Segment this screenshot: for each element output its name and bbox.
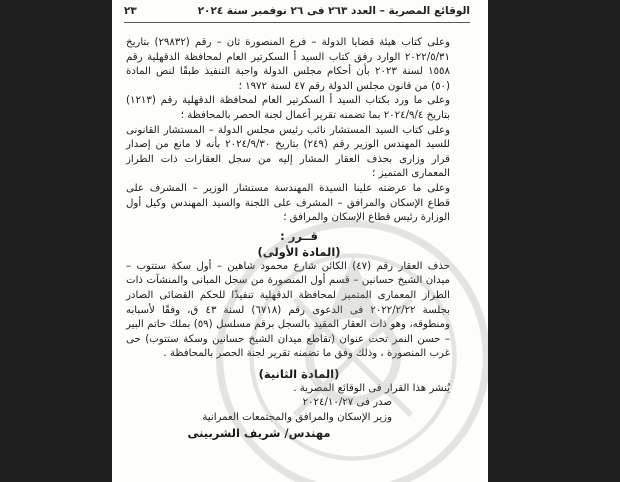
article-1-text: حذف العقار رقم (٤٧) الكائن شارع محمود شاهين – أول سكة ستتوب – ميدان الشيخ حسانين – قسم أول المنصورة من سجل المبانى والمنشآت ذات الطراز المعمارى المتميز لمحافظة الدقهلية تنفيذًا للحكم القضائى الصادر بجلسة ٢٠٢٢/٢/٢٢ فى الدعوى رقم (٦٧١٨) لسنة ٤٣ ق، وفقًا لأسبابه ومنطوقه، وهو ذات العقار المقيد بالسجل برقم مسلسل (٥٩) بملك حاتم البير – حسن النمر تحت عنوان (تقاطع ميدان الشيخ حسانين وسكة ستتوب) حى غرب المنصورة ، وذلك وفق ما تضمنه تقرير لجنة الحصر بالمحافظة . bbox=[126, 260, 451, 360]
minister-signature: مهندس/ شريف الشربينى bbox=[187, 425, 331, 440]
paragraph-preamble-2: وعلى ما ورد بكتاب السيد أ السكرتير العام لمحافظة الدقهلية رقم (١٢١٣) بتاريخ ٢٠٢٤/٩/٤ بما تضمنه تقرير أعمال لجنة الحصر بالمحافظة ؛ bbox=[126, 95, 450, 121]
article-2-text: يُنشر هذا القرار فى الوقائع المصرية . bbox=[293, 382, 450, 394]
article-1-title: (المادة الأولى) bbox=[257, 244, 341, 259]
header-rule bbox=[124, 22, 470, 23]
document-body bbox=[126, 36, 472, 440]
signature-block bbox=[126, 396, 472, 440]
document-page bbox=[112, 0, 488, 482]
paragraph-preamble-1: وعلى كتاب هيئة قضايا الدولة – فرع المنصورة ثان – رقم (٢٩٨٣٢) بتاريخ ٢٠٢٢/٥/٣١ الوارد رفق كتاب السيد أ السكرتير العام لمحافظة الدقهلية رقم ١٥٥٨ لسنة ٢٠٢٣ بأن أحكام مجلس الدولة واجبة التنفيذ طبقًا لنص المادة (٥٠) من قانون مجلس الدولة رقم ٤٧ لسنة ١٩٧٢ ؛ bbox=[126, 37, 450, 92]
journal-title: الوقائع المصرية – العدد ٢٦٣ فى ٢٦ نوفمبر سنة ٢٠٢٤ bbox=[197, 5, 470, 17]
decision-title: قــرر : bbox=[280, 228, 318, 243]
paragraph-preamble-4: وعلى ما عرضته علينا السيدة المهندسة مستشار الوزير – المشرف على قطاع الإسكان والمرافق – المشرف على اللجنة والسيد المهندس وكيل أول الوزارة رئيس قطاع الإسكان والمرافق ؛ bbox=[126, 182, 450, 224]
issue-date: صدر فى ٢٠٢٤/١٠/٢٧ bbox=[302, 397, 392, 409]
paragraph-preamble-3: وعلى كتاب السيد المستشار نائب رئيس مجلس الدولة – المستشار القانونى للسيد المهندس الوزير رقم (٢٤٩) بتاريخ ٢٠٢٤/٩/٣٠ بأنه لا مانع من إصدار قرار وزارى بحذف العقار المشار إليه من سجل العقارات ذات الطراز المعمارى المتميز ؛ bbox=[126, 124, 450, 180]
page-number: ٢٣ bbox=[124, 5, 137, 17]
minister-title: وزير الإسكان والمرافق والمجتمعات العمرانية bbox=[202, 412, 392, 424]
article-2-title: (المادة الثانية) bbox=[258, 366, 340, 381]
page-header bbox=[124, 5, 470, 17]
